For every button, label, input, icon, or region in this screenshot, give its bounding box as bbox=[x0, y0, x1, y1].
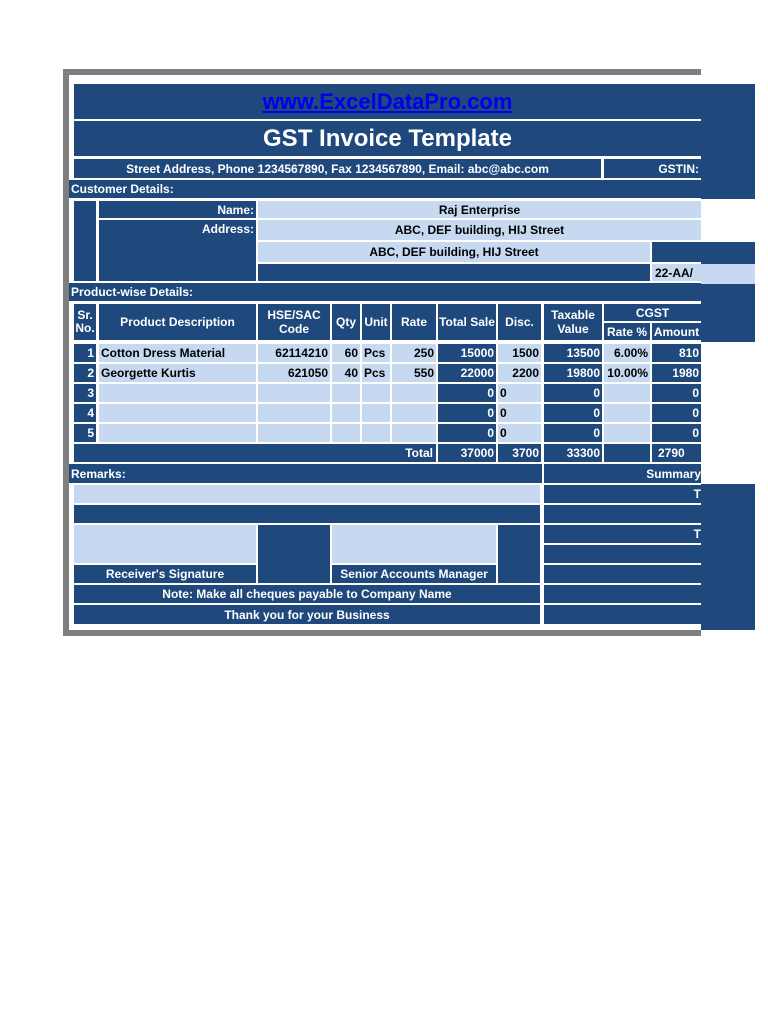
signature-spacer-left bbox=[258, 525, 330, 583]
cell-rate[interactable]: 250 bbox=[392, 344, 436, 362]
th-cgst: CGST bbox=[604, 304, 701, 321]
total-label: Total bbox=[74, 444, 436, 462]
side-strip-mid bbox=[701, 242, 755, 264]
cell-description[interactable]: Georgette Kurtis bbox=[99, 364, 256, 382]
cell-sr: 2 bbox=[74, 364, 96, 382]
thank-you-note: Thank you for your Business bbox=[74, 605, 540, 624]
cell-sr: 1 bbox=[74, 344, 96, 362]
cell-cgst-rate[interactable] bbox=[604, 424, 650, 442]
cell-qty[interactable] bbox=[332, 424, 360, 442]
cell-hsn[interactable] bbox=[258, 404, 330, 422]
side-strip-bottom bbox=[701, 484, 755, 630]
cell-unit[interactable] bbox=[362, 384, 390, 402]
th-description: Product Description bbox=[99, 304, 256, 340]
manager-signature-box[interactable] bbox=[332, 525, 496, 563]
side-strip-lower bbox=[701, 284, 755, 342]
gstin-label: GSTIN: bbox=[604, 159, 701, 178]
cell-description[interactable] bbox=[99, 424, 256, 442]
summary-row-2 bbox=[544, 505, 701, 523]
th-hsn: HSE/SAC Code bbox=[258, 304, 330, 340]
cell-cgst-rate[interactable] bbox=[604, 384, 650, 402]
cell-total-sale: 0 bbox=[438, 404, 496, 422]
cell-cgst-amount: 1980 bbox=[652, 364, 701, 382]
cell-total-sale: 0 bbox=[438, 424, 496, 442]
remarks-input[interactable] bbox=[74, 485, 540, 503]
th-rate: Rate bbox=[392, 304, 436, 340]
th-total-sale: Total Sale bbox=[438, 304, 496, 340]
cell-disc[interactable]: 1500 bbox=[498, 344, 541, 362]
cell-disc[interactable]: 0 bbox=[498, 404, 541, 422]
customer-address-label: Address: bbox=[99, 220, 256, 237]
cell-rate[interactable] bbox=[392, 424, 436, 442]
cell-rate[interactable] bbox=[392, 384, 436, 402]
th-cgst-rate: Rate % bbox=[604, 323, 650, 340]
summary-row-3: T bbox=[544, 525, 701, 543]
cell-qty[interactable] bbox=[332, 384, 360, 402]
summary-row-4 bbox=[544, 545, 701, 563]
cell-qty[interactable]: 60 bbox=[332, 344, 360, 362]
cell-cgst-rate[interactable]: 6.00% bbox=[604, 344, 650, 362]
cell-unit[interactable]: Pcs bbox=[362, 364, 390, 382]
th-cgst-amount: Amount bbox=[653, 324, 700, 339]
cell-sr: 4 bbox=[74, 404, 96, 422]
customer-name-value: Raj Enterprise bbox=[258, 201, 701, 218]
signature-spacer-right bbox=[498, 525, 540, 583]
cell-total-sale: 22000 bbox=[438, 364, 496, 382]
summary-row-5 bbox=[544, 565, 701, 583]
cell-rate[interactable]: 550 bbox=[392, 364, 436, 382]
cell-unit[interactable] bbox=[362, 424, 390, 442]
cell-disc[interactable]: 0 bbox=[498, 384, 541, 402]
cell-taxable: 19800 bbox=[544, 364, 602, 382]
customer-section-label: Customer Details: bbox=[69, 180, 701, 198]
summary-row-7 bbox=[544, 605, 701, 624]
customer-address-line1: ABC, DEF building, HIJ Street bbox=[258, 220, 701, 240]
total-cgst-rate bbox=[604, 444, 650, 462]
th-sr-no: Sr. No. bbox=[74, 304, 96, 340]
cell-cgst-amount: 0 bbox=[652, 404, 701, 422]
cell-total-sale: 15000 bbox=[438, 344, 496, 362]
summary-label: Summary bbox=[544, 464, 701, 483]
side-strip-top bbox=[701, 84, 755, 199]
cell-total-sale: 0 bbox=[438, 384, 496, 402]
cell-unit[interactable]: Pcs bbox=[362, 344, 390, 362]
page-title: GST Invoice Template bbox=[263, 124, 512, 152]
customer-side-code: 22-AA/ bbox=[652, 264, 701, 281]
cell-description[interactable]: Cotton Dress Material bbox=[99, 344, 256, 362]
customer-margin bbox=[74, 201, 96, 281]
customer-blank-row bbox=[258, 264, 650, 281]
cell-hsn[interactable]: 621050 bbox=[258, 364, 330, 382]
customer-side-cell bbox=[652, 242, 701, 262]
company-info: Street Address, Phone 1234567890, Fax 1234567890, Email: abc@abc.com bbox=[74, 159, 601, 178]
total-disc: 3700 bbox=[498, 444, 541, 462]
total-taxable: 33300 bbox=[544, 444, 602, 462]
th-taxable-value: Taxable Value bbox=[544, 304, 602, 340]
cell-cgst-amount: 0 bbox=[652, 424, 701, 442]
website-link[interactable]: www.ExcelDataPro.com bbox=[262, 88, 513, 114]
cell-taxable: 13500 bbox=[544, 344, 602, 362]
cell-disc[interactable]: 2200 bbox=[498, 364, 541, 382]
side-strip-light bbox=[701, 264, 755, 284]
products-section-label: Product-wise Details: bbox=[69, 283, 701, 301]
cell-taxable: 0 bbox=[544, 384, 602, 402]
cell-disc[interactable]: 0 bbox=[498, 424, 541, 442]
cell-unit[interactable] bbox=[362, 404, 390, 422]
th-unit: Unit bbox=[362, 304, 390, 340]
th-qty: Qty bbox=[332, 304, 360, 340]
cell-description[interactable] bbox=[99, 404, 256, 422]
cell-cgst-rate[interactable]: 10.00% bbox=[604, 364, 650, 382]
customer-address-line2: ABC, DEF building, HIJ Street bbox=[258, 242, 650, 262]
total-cgst: 2790 bbox=[652, 444, 701, 462]
receiver-signature-label: Receiver's Signature bbox=[74, 565, 256, 583]
remarks-blank bbox=[74, 505, 540, 523]
cell-taxable: 0 bbox=[544, 404, 602, 422]
summary-row-1: T bbox=[544, 485, 701, 503]
cell-sr: 5 bbox=[74, 424, 96, 442]
manager-signature-label: Senior Accounts Manager bbox=[332, 565, 496, 583]
cell-sr: 3 bbox=[74, 384, 96, 402]
cell-hsn[interactable] bbox=[258, 384, 330, 402]
cell-rate[interactable] bbox=[392, 404, 436, 422]
summary-row-6 bbox=[544, 585, 701, 603]
cell-hsn[interactable] bbox=[258, 424, 330, 442]
remarks-label: Remarks: bbox=[69, 464, 542, 483]
customer-name-label: Name: bbox=[99, 201, 256, 218]
cell-qty[interactable]: 40 bbox=[332, 364, 360, 382]
invoice-sheet bbox=[69, 75, 701, 630]
cell-qty[interactable] bbox=[332, 404, 360, 422]
total-sale: 37000 bbox=[438, 444, 496, 462]
th-disc: Disc. bbox=[498, 304, 541, 340]
title-banner bbox=[74, 121, 701, 156]
website-banner bbox=[74, 84, 701, 119]
cell-description[interactable] bbox=[99, 384, 256, 402]
cheque-note: Note: Make all cheques payable to Company Name bbox=[74, 585, 540, 603]
receiver-signature-box[interactable] bbox=[74, 525, 256, 563]
cell-hsn[interactable]: 62114210 bbox=[258, 344, 330, 362]
cell-taxable: 0 bbox=[544, 424, 602, 442]
cell-cgst-amount: 810 bbox=[652, 344, 701, 362]
cell-cgst-amount: 0 bbox=[652, 384, 701, 402]
cell-cgst-rate[interactable] bbox=[604, 404, 650, 422]
